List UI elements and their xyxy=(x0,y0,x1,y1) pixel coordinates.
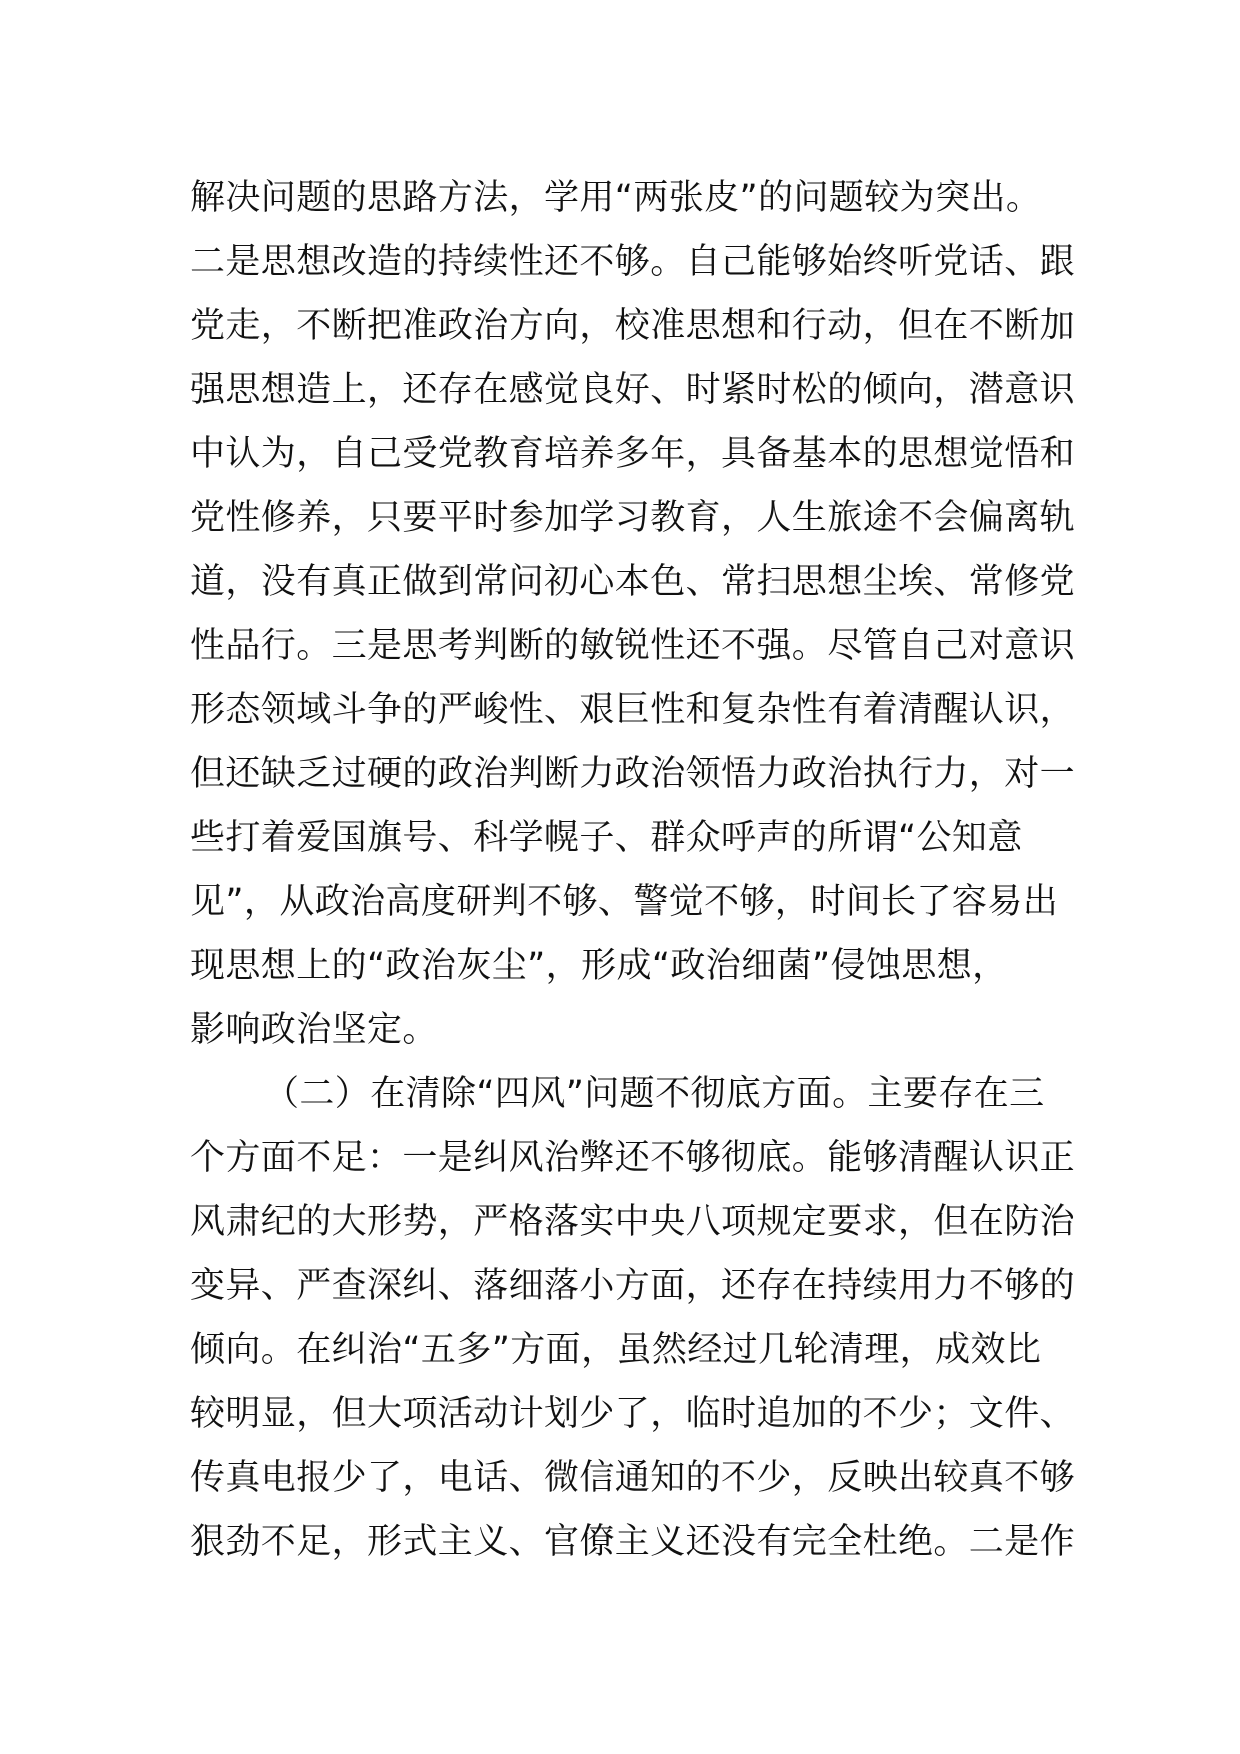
text-line: 现思想上的“政治灰尘”，形成“政治细菌”侵蚀思想， xyxy=(190,946,1008,986)
section-heading-line: （二）在清除“四风”问题不彻底方面。主要存在三 xyxy=(264,1074,1045,1114)
text-line: 党性修养，只要平时参加学习教育，人生旅途不会偏离轨 xyxy=(190,498,1076,538)
text-line: 性品行。三是思考判断的敏锐性还不强。尽管自己对意识 xyxy=(190,626,1076,666)
text-line: 见”，从政治高度研判不够、警觉不够，时间长了容易出 xyxy=(190,882,1059,922)
text-line: 强思想造上，还存在感觉良好、时紧时松的倾向，潜意识 xyxy=(190,370,1076,410)
text-line: 倾向。在纠治“五多”方面，虽然经过几轮清理，成效比 xyxy=(190,1330,1042,1370)
text-line: 道，没有真正做到常问初心本色、常扫思想尘埃、常修党 xyxy=(190,562,1076,602)
text-line: 二是思想改造的持续性还不够。自己能够始终听党话、跟 xyxy=(190,242,1076,282)
text-line: 风肃纪的大形势，严格落实中央八项规定要求，但在防治 xyxy=(190,1202,1076,1242)
text-line: 个方面不足：一是纠风治弊还不够彻底。能够清醒认识正 xyxy=(190,1138,1076,1178)
text-line: 狠劲不足，形式主义、官僚主义还没有完全杜绝。二是作 xyxy=(190,1522,1076,1562)
text-line: 传真电报少了，电话、微信通知的不少，反映出较真不够 xyxy=(190,1458,1076,1498)
text-line: 些打着爱国旗号、科学幌子、群众呼声的所谓“公知意 xyxy=(190,818,1023,858)
text-line: 解决问题的思路方法，学用“两张皮”的问题较为突出。 xyxy=(190,178,1042,218)
text-line: 党走，不断把准政治方向，校准思想和行动，但在不断加 xyxy=(190,306,1076,346)
text-line: 影响政治坚定。 xyxy=(190,1010,438,1050)
text-line: 变异、严查深纠、落细落小方面，还存在持续用力不够的 xyxy=(190,1266,1076,1306)
text-line: 中认为，自己受党教育培养多年，具备基本的思想觉悟和 xyxy=(190,434,1076,474)
text-line: 但还缺乏过硬的政治判断力政治领悟力政治执行力，对一 xyxy=(190,754,1076,794)
text-line: 形态领域斗争的严峻性、艰巨性和复杂性有着清醒认识， xyxy=(190,690,1076,730)
text-line: 较明显，但大项活动计划少了，临时追加的不少；文件、 xyxy=(190,1394,1076,1434)
